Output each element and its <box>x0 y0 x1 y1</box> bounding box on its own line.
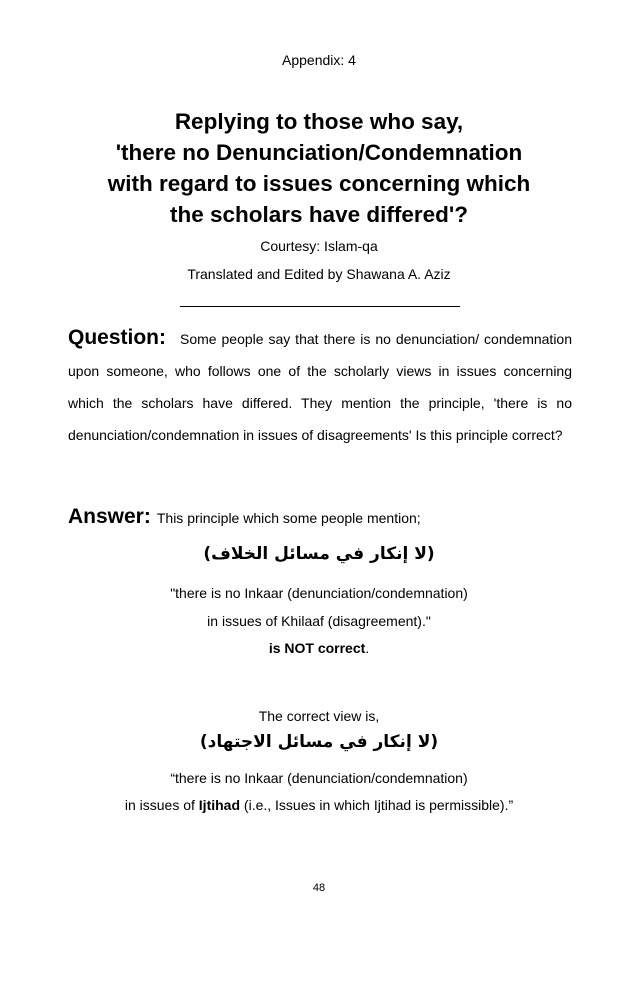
answer-label: Answer: <box>68 505 151 528</box>
title-line-4: the scholars have differed'? <box>170 202 468 227</box>
separator-rule <box>180 306 460 307</box>
answer-intro-line <box>68 505 572 529</box>
translator-line: Translated and Edited by Shawana A. Aziz <box>187 266 451 282</box>
quote2-start: in issues of <box>124 797 199 813</box>
quote2-line-1: “there is no Inkaar (denunciation/condemnation) <box>170 770 468 786</box>
arabic-phrase-khilaaf: (لا إنكار في مسائل الخلاف) <box>203 544 435 564</box>
title-line-2: 'there no Denunciation/Condemnation <box>115 140 523 165</box>
correct-view-line: The correct view is, <box>258 708 380 724</box>
verdict-bold: is NOT correct <box>268 640 366 656</box>
question-paragraph <box>68 322 572 451</box>
question-text: Some people say that there is no denunciation/ condemnation upon someone, who follows one of the scholarly views in issues concerning which the scholars have differed. They mention the principle, 'there is no denunciation/condemnation in issues of disagreements' Is this principle correct? <box>68 331 572 443</box>
page-number: 48 <box>312 882 326 894</box>
quote1-line-1: "there is no Inkaar (denunciation/condemnation) <box>170 585 468 601</box>
quote2-end: (i.e., Issues in which Ijtihad is permissible).” <box>240 797 514 813</box>
page-title <box>60 106 578 230</box>
appendix-label: Appendix: 4 <box>282 52 356 68</box>
courtesy-line: Courtesy: Islam-qa <box>260 238 378 254</box>
answer-intro-text: This principle which some people mention; <box>156 510 421 526</box>
verdict-end: . <box>365 640 370 656</box>
question-label: Question: <box>68 326 166 349</box>
quote2-ijtihad-bold: Ijtihad <box>198 797 241 813</box>
title-line-3: with regard to issues concerning which <box>107 171 531 196</box>
verdict-line <box>0 640 638 656</box>
quote2-line-2 <box>0 797 638 813</box>
arabic-phrase-ijtihad: (لا إنكار في مسائل الاجتهاد) <box>199 732 439 752</box>
quote1-line-2: in issues of Khilaaf (disagreement)." <box>207 613 431 629</box>
title-line-1: Replying to those who say, <box>174 109 464 134</box>
